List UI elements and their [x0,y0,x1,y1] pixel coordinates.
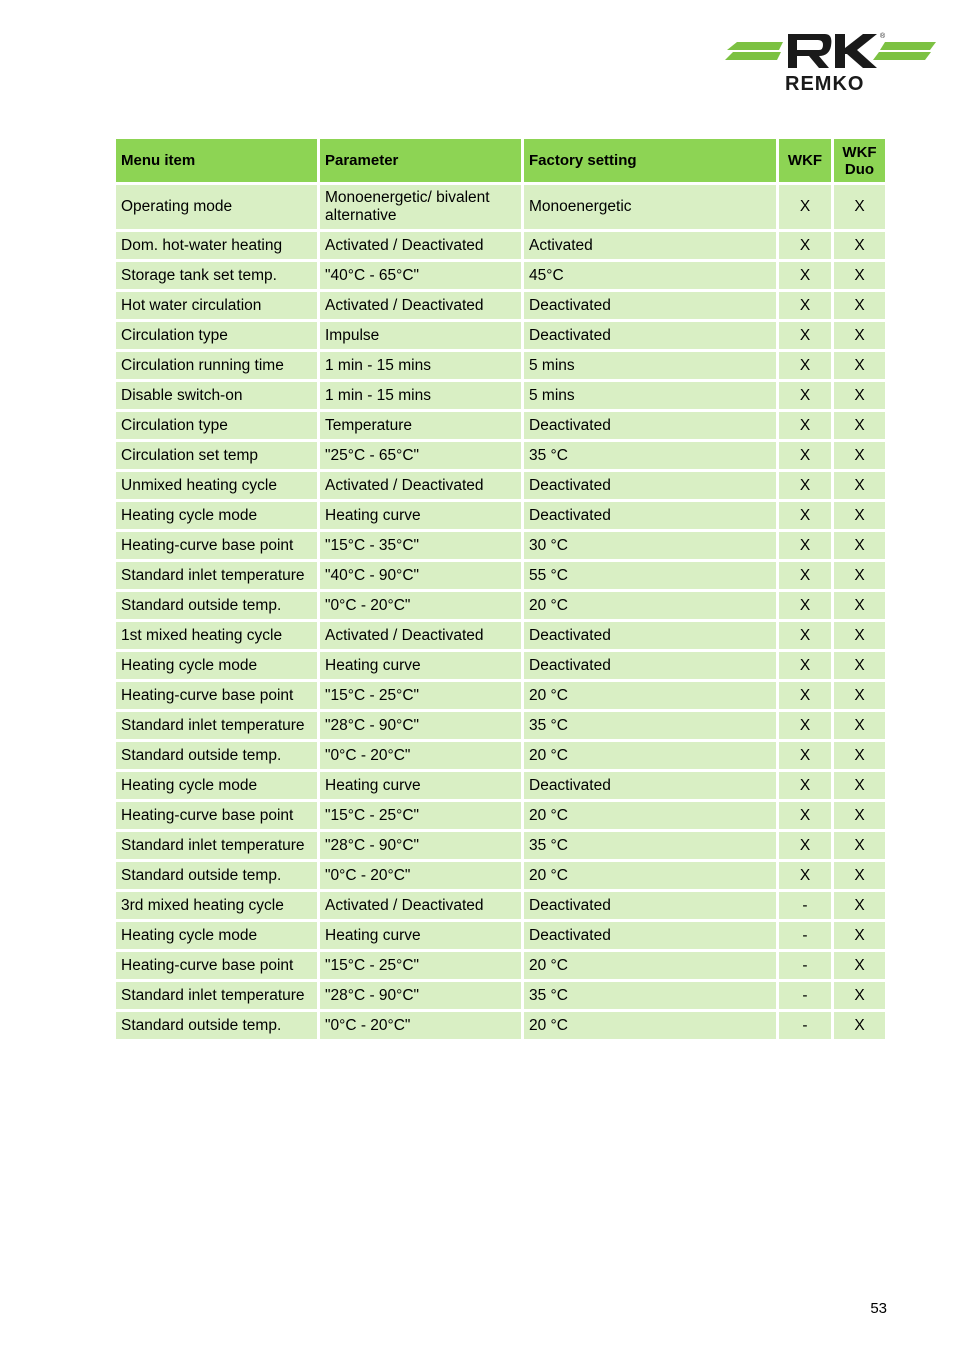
menu-item-cell: Heating-curve base point [116,682,317,709]
wkf-cell: X [779,532,831,559]
header-parameter: Parameter [320,139,521,182]
factory-setting-cell: Deactivated [524,502,776,529]
parameter-cell: "0°C - 20°C" [320,1012,521,1039]
wkf-cell: X [779,382,831,409]
wkf-duo-cell: X [834,772,885,799]
parameter-cell: "15°C - 25°C" [320,952,521,979]
factory-setting-cell: Deactivated [524,412,776,439]
factory-setting-cell: Deactivated [524,472,776,499]
table-row [116,982,885,1009]
table-row [116,262,885,289]
menu-item-cell: Standard inlet temperature [116,712,317,739]
table-row [116,322,885,349]
factory-setting-cell: 20 °C [524,682,776,709]
menu-item-cell: Standard outside temp. [116,1012,317,1039]
logo-left-stripe [727,42,783,50]
logo-right-stripe [880,42,936,50]
factory-setting-cell: Deactivated [524,622,776,649]
table-row [116,742,885,769]
table-row [116,652,885,679]
table-row [116,772,885,799]
logo-k-mark [835,34,877,68]
table-row [116,712,885,739]
parameter-cell: "15°C - 25°C" [320,682,521,709]
table-row [116,292,885,319]
wkf-duo-cell: X [834,862,885,889]
parameter-cell: Monoenergetic/ bivalent alternative [320,185,521,229]
menu-item-cell: Standard inlet temperature [116,562,317,589]
menu-item-cell: Hot water circulation [116,292,317,319]
parameter-cell: "28°C - 90°C" [320,982,521,1009]
parameter-cell: "15°C - 35°C" [320,532,521,559]
wkf-duo-cell: X [834,185,885,229]
table-header-row [116,139,885,182]
header-wkf-duo: WKF Duo [834,139,885,182]
factory-setting-cell: 5 mins [524,352,776,379]
parameter-table [113,136,888,1042]
factory-setting-cell: 35 °C [524,982,776,1009]
wkf-duo-cell: X [834,742,885,769]
logo-left-stripe-lower [725,52,781,60]
menu-item-cell: Standard outside temp. [116,742,317,769]
factory-setting-cell: Deactivated [524,772,776,799]
wkf-duo-cell: X [834,472,885,499]
parameter-cell: "28°C - 90°C" [320,712,521,739]
logo-right-stripe-lower [873,52,931,60]
wkf-duo-cell: X [834,652,885,679]
menu-item-cell: Heating cycle mode [116,922,317,949]
table-row [116,622,885,649]
menu-item-cell: Circulation type [116,412,317,439]
menu-item-cell: Standard inlet temperature [116,832,317,859]
parameter-cell: "0°C - 20°C" [320,862,521,889]
factory-setting-cell: 20 °C [524,742,776,769]
wkf-cell: X [779,652,831,679]
wkf-duo-cell: X [834,892,885,919]
wkf-cell: X [779,802,831,829]
menu-item-cell: Unmixed heating cycle [116,472,317,499]
factory-setting-cell: 20 °C [524,952,776,979]
factory-setting-cell: Deactivated [524,652,776,679]
table-row [116,862,885,889]
factory-setting-cell: Activated [524,232,776,259]
parameter-cell: Activated / Deactivated [320,892,521,919]
wkf-cell: X [779,562,831,589]
factory-setting-cell: 45°C [524,262,776,289]
menu-item-cell: Standard inlet temperature [116,982,317,1009]
table-row [116,952,885,979]
wkf-duo-cell: X [834,802,885,829]
menu-item-cell: Heating-curve base point [116,802,317,829]
factory-setting-cell: 5 mins [524,382,776,409]
logo-registered-mark: ® [880,33,886,40]
parameter-cell: Heating curve [320,652,521,679]
menu-item-cell: Standard outside temp. [116,862,317,889]
factory-setting-cell: 20 °C [524,592,776,619]
wkf-cell: X [779,185,831,229]
parameter-cell: "28°C - 90°C" [320,832,521,859]
parameter-cell: "40°C - 90°C" [320,562,521,589]
parameter-cell: 1 min - 15 mins [320,382,521,409]
wkf-duo-cell: X [834,592,885,619]
factory-setting-cell: Monoenergetic [524,185,776,229]
header-wkf: WKF [779,139,831,182]
parameter-cell: Activated / Deactivated [320,232,521,259]
logo-wordmark: REMKO [785,73,865,94]
wkf-duo-cell: X [834,982,885,1009]
wkf-duo-cell: X [834,442,885,469]
wkf-cell: X [779,472,831,499]
wkf-duo-cell: X [834,832,885,859]
factory-setting-cell: 35 °C [524,442,776,469]
menu-item-cell: Heating cycle mode [116,772,317,799]
menu-item-cell: Heating-curve base point [116,952,317,979]
parameter-cell: Heating curve [320,922,521,949]
parameter-cell: "0°C - 20°C" [320,742,521,769]
wkf-duo-cell: X [834,1012,885,1039]
page-number: 53 [870,1300,887,1317]
factory-setting-cell: 55 °C [524,562,776,589]
wkf-duo-cell: X [834,502,885,529]
table-row [116,442,885,469]
factory-setting-cell: Deactivated [524,892,776,919]
parameter-cell: 1 min - 15 mins [320,352,521,379]
menu-item-cell: Circulation type [116,322,317,349]
wkf-cell: X [779,262,831,289]
parameter-cell: "40°C - 65°C" [320,262,521,289]
table-row [116,922,885,949]
menu-item-cell: Heating-curve base point [116,532,317,559]
wkf-cell: X [779,712,831,739]
menu-item-cell: Disable switch-on [116,382,317,409]
table-row [116,562,885,589]
menu-item-cell: 3rd mixed heating cycle [116,892,317,919]
factory-setting-cell: Deactivated [524,322,776,349]
wkf-duo-cell: X [834,622,885,649]
table-row [116,412,885,439]
wkf-cell: X [779,292,831,319]
parameter-cell: Heating curve [320,772,521,799]
factory-setting-cell: 20 °C [524,862,776,889]
table-row [116,382,885,409]
factory-setting-cell: 20 °C [524,1012,776,1039]
wkf-cell: X [779,862,831,889]
factory-setting-cell: Deactivated [524,922,776,949]
wkf-cell: - [779,982,831,1009]
table-row [116,532,885,559]
wkf-cell: X [779,622,831,649]
table-row [116,232,885,259]
remko-logo [725,28,937,94]
wkf-duo-cell: X [834,952,885,979]
menu-item-cell: Storage tank set temp. [116,262,317,289]
table-row [116,502,885,529]
wkf-cell: X [779,742,831,769]
menu-item-cell: Heating cycle mode [116,652,317,679]
wkf-cell: X [779,352,831,379]
wkf-cell: - [779,952,831,979]
table-body [116,185,885,1039]
wkf-cell: - [779,1012,831,1039]
wkf-cell: - [779,922,831,949]
header-factory-setting: Factory setting [524,139,776,182]
wkf-duo-cell: X [834,232,885,259]
parameter-cell: Temperature [320,412,521,439]
wkf-cell: X [779,442,831,469]
parameter-cell: Impulse [320,322,521,349]
factory-setting-cell: 20 °C [524,802,776,829]
wkf-duo-cell: X [834,682,885,709]
menu-item-cell: Operating mode [116,185,317,229]
wkf-duo-cell: X [834,322,885,349]
factory-setting-cell: 30 °C [524,532,776,559]
wkf-cell: X [779,832,831,859]
wkf-duo-cell: X [834,922,885,949]
menu-item-cell: Standard outside temp. [116,592,317,619]
wkf-cell: X [779,592,831,619]
wkf-duo-cell: X [834,382,885,409]
wkf-cell: - [779,892,831,919]
table-row [116,892,885,919]
menu-item-cell: Dom. hot-water heating [116,232,317,259]
menu-item-cell: Circulation set temp [116,442,317,469]
parameter-cell: "0°C - 20°C" [320,592,521,619]
wkf-cell: X [779,322,831,349]
wkf-duo-cell: X [834,352,885,379]
table-row [116,185,885,229]
wkf-cell: X [779,502,831,529]
menu-item-cell: Circulation running time [116,352,317,379]
parameter-cell: Activated / Deactivated [320,292,521,319]
table-row [116,592,885,619]
factory-setting-cell: Deactivated [524,292,776,319]
factory-setting-cell: 35 °C [524,832,776,859]
table-row [116,682,885,709]
wkf-duo-cell: X [834,712,885,739]
factory-setting-cell: 35 °C [524,712,776,739]
wkf-duo-cell: X [834,562,885,589]
table-row [116,352,885,379]
menu-item-cell: 1st mixed heating cycle [116,622,317,649]
table-row [116,1012,885,1039]
parameter-cell: Activated / Deactivated [320,622,521,649]
table-row [116,802,885,829]
wkf-cell: X [779,412,831,439]
wkf-cell: X [779,772,831,799]
wkf-duo-cell: X [834,532,885,559]
parameter-cell: Activated / Deactivated [320,472,521,499]
header-menu-item: Menu item [116,139,317,182]
wkf-cell: X [779,682,831,709]
parameter-cell: "25°C - 65°C" [320,442,521,469]
logo-r-mark [788,34,831,68]
wkf-duo-cell: X [834,262,885,289]
parameter-cell: Heating curve [320,502,521,529]
parameter-cell: "15°C - 25°C" [320,802,521,829]
wkf-duo-cell: X [834,412,885,439]
wkf-cell: X [779,232,831,259]
table-row [116,832,885,859]
wkf-duo-cell: X [834,292,885,319]
menu-item-cell: Heating cycle mode [116,502,317,529]
table-row [116,472,885,499]
